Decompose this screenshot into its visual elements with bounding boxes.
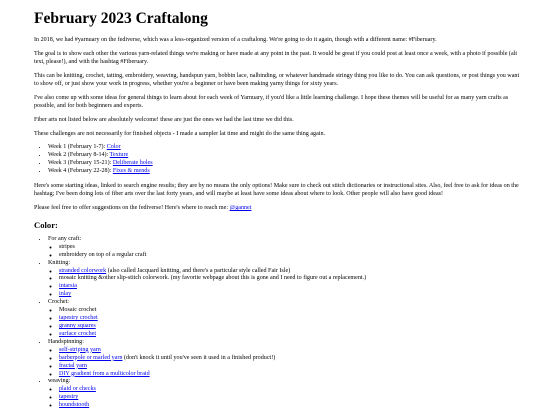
- craft-group-any: • For any craft: ◦ stripes ◦ embroidery on top of a regular craft: [48, 236, 520, 260]
- color-heading: Color:: [34, 219, 58, 230]
- week-item: • Week 4 (February 22-28): Fixes & mends: [48, 168, 520, 176]
- outro-paragraph-8: Please feel free to offer suggestions on the fediverse! Here's where to reach me: @gannet: [34, 204, 252, 211]
- intro-paragraph-4: I've also come up with some ideas for general things to learn about for each week of Yarnuary, if you'd like a little learning challenge. I hope these themes will be useful for as many yarn crafts as possible, and for both beginners and experts.: [34, 94, 509, 109]
- list-item: [59, 347, 520, 355]
- inlay-link[interactable]: inlay: [59, 291, 72, 298]
- intro-paragraph-6: These challenges are not necessarily for finished objects - I made a sampler lat time and might do the same thing again.: [34, 131, 326, 138]
- list-item: [59, 283, 520, 291]
- tapestry-crochet-link[interactable]: tapestry crochet: [59, 315, 98, 322]
- intro-paragraph-3: This can be knitting, crochet, tatting, embroidery, weaving, handspun yarn, bobbin lace, nalbinding, or whatever handmade stringy thing you like to do. You can ask questions, or post things you want to show off, or just show your work in progress, whether you're a beginner or have been making yarny things for sixty years.: [34, 72, 520, 87]
- color-list: [34, 236, 520, 410]
- intro-paragraph-1: In 2018, we had #yarnuary on the fediverse, which was a less-organized version of a craftalong. We're going to do it again, though with a different name: #Fiberuary.: [34, 36, 437, 43]
- craft-group-weaving: • weaving: ◦ plaid or checks ◦ tapestry ◦ houndstooth: [48, 378, 520, 410]
- list-item: [59, 331, 520, 339]
- granny-squares-link[interactable]: granny squares: [59, 323, 96, 330]
- week-item: • Week 2 (February 8-14): Texture: [48, 152, 520, 160]
- plaid-checks-link[interactable]: plaid or checks: [59, 386, 96, 393]
- list-item: [59, 394, 520, 402]
- contact-link[interactable]: @gannet: [229, 204, 252, 211]
- intarsia-link[interactable]: intarsia: [59, 283, 77, 290]
- craft-group-handspinning: • Handspinning: ◦ self-striping yarn ◦ barberpole or marled yarn (don't knock it until you've seen it used in a finished product!) ◦ fractal yarn ◦ DIY gradient from a multicolor braid: [48, 339, 520, 379]
- barberpole-yarn-link[interactable]: barberpole or marled yarn: [59, 354, 123, 361]
- week-item: • Week 3 (February 15-21): Deliberate holes: [48, 160, 520, 168]
- stranded-colorwork-link[interactable]: stranded colorwork: [59, 267, 107, 274]
- craft-group-knitting: • Knitting: ◦ stranded colorwork (also called Jacquard knitting, and there's a particular style called Fair Isle) ◦ mosaic knitting &other slip-stitch colorwork. (my favorite webpage about this is gone and I need to figure out a replacement.) ◦ intarsia ◦ inlay: [48, 260, 520, 300]
- intro-paragraph-5: Fiber arts not listed below are absolutely welcome! these are just the ones we had the last time we did this.: [34, 117, 294, 124]
- houndstooth-link[interactable]: houndstooth: [59, 402, 90, 409]
- outro-paragraph-7: Here's some starting ideas, linked to search engine results; they are by no means the only options! Make sure to check out stitch dictionaries or instructional sites. Also, feel free to ask for ideas on the hashtag; I've been doing lots of fiber arts over the last forty years, and will maybe at least have some ideas about where to look. Other people will also have good ideas!: [34, 182, 519, 197]
- list-item: [59, 386, 520, 394]
- list-item: [59, 363, 520, 371]
- surface-crochet-link[interactable]: surface crochet: [59, 330, 97, 337]
- list-item: ◦ stripes: [59, 244, 520, 252]
- page-title: February 2023 Craftalong: [34, 10, 208, 27]
- week-3-link[interactable]: Deliberate holes: [112, 159, 153, 166]
- list-item: ◦ embroidery on top of a regular craft: [59, 252, 520, 260]
- fractal-yarn-link[interactable]: fractal yarn: [59, 362, 87, 369]
- diy-gradient-link[interactable]: DIY gradient from a multicolor braid: [59, 370, 150, 377]
- week-4-link[interactable]: Fixes & mends: [112, 167, 150, 174]
- list-item: [59, 371, 520, 379]
- list-item: [59, 323, 520, 331]
- intro-paragraph-2: The goal is to show each other the various yarn-related things we're making or have made at any point in the past. It would be great if you could post at least once a week, with a photo if possible (alt text, please!), and with the hashtag #Fiberuary.: [34, 50, 518, 65]
- tapestry-link[interactable]: tapestry: [59, 394, 79, 401]
- week-2-link[interactable]: Texture: [109, 152, 129, 159]
- list-item: ◦ Mosaic crochet: [59, 307, 520, 315]
- week-item: • Week 1 (February 1-7): Color: [48, 144, 520, 152]
- week-1-link[interactable]: Color: [106, 144, 121, 151]
- list-item: ◦ stranded colorwork (also called Jacquard knitting, and there's a particular style called Fair Isle): [59, 268, 520, 276]
- list-item: [59, 291, 520, 299]
- list-item: ◦ mosaic knitting &other slip-stitch colorwork. (my favorite webpage about this is gone and I need to figure out a replacement.): [59, 275, 520, 283]
- list-item: [59, 402, 520, 410]
- weeks-list: [34, 144, 520, 176]
- self-striping-yarn-link[interactable]: self-striping yarn: [59, 346, 101, 353]
- list-item: [59, 315, 520, 323]
- craft-group-crochet: • Crochet: ◦ Mosaic crochet ◦ tapestry crochet ◦ granny squares ◦ surface crochet: [48, 299, 520, 339]
- list-item: ◦ barberpole or marled yarn (don't knock it until you've seen it used in a finished product!): [59, 355, 520, 363]
